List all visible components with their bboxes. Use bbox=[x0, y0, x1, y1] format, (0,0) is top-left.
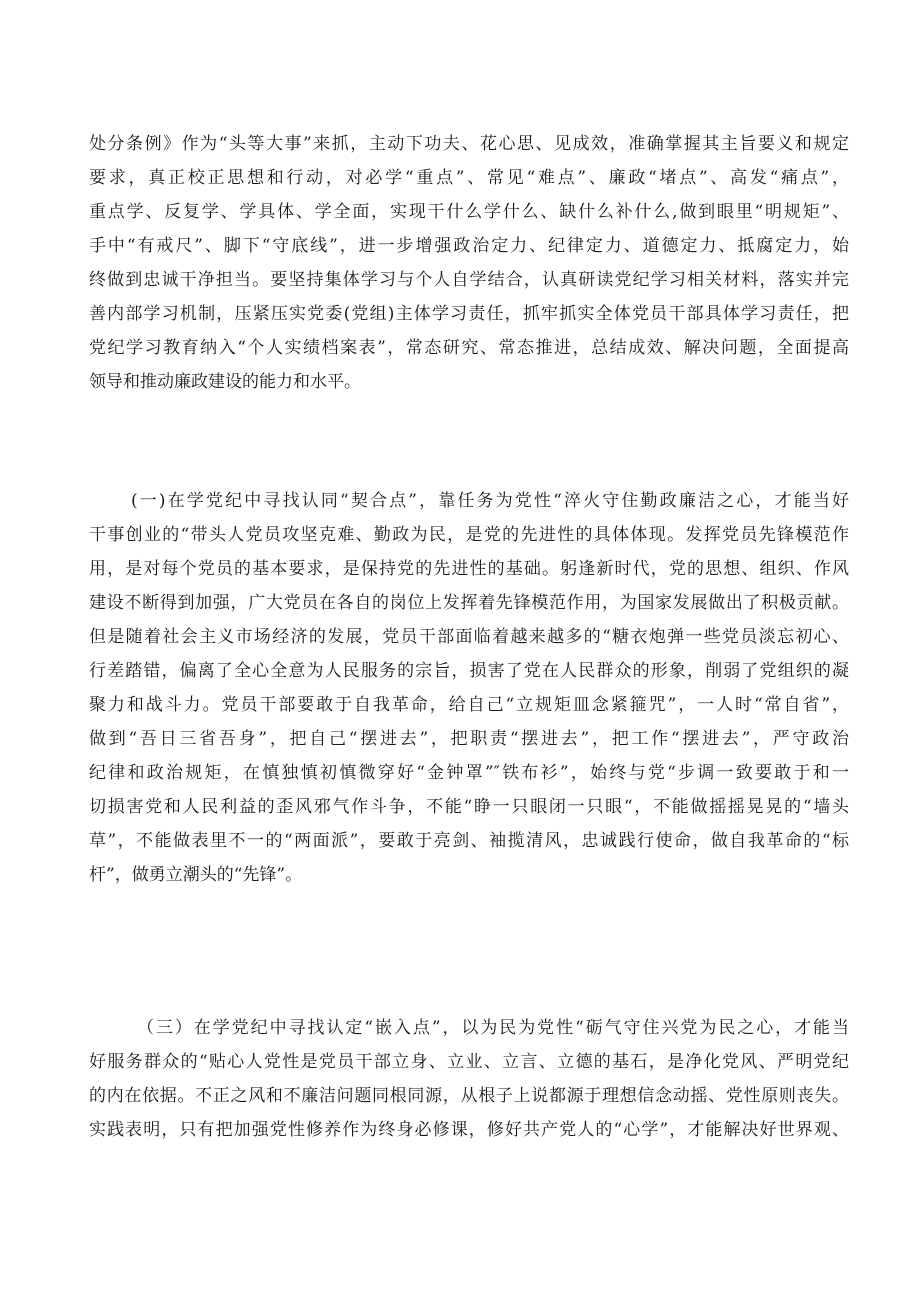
paragraph-section-three bbox=[89, 1011, 849, 1147]
text-line: 要求，真正校正思想和行动，对必学“重点”、常见“难点”、廉政“堵点”、高发“痛点”， bbox=[89, 168, 849, 188]
section-heading-line: （三）在学党纪中寻找认定“嵌入点”，以为民为党性“砺气守住兴党为民之心，才能当 bbox=[137, 1018, 849, 1038]
text-line: 做到“吾日三省吾身”，把自己“摆进去”，把职责“摆进去”，把工作“摆进去”，严守政治 bbox=[89, 729, 849, 749]
text-line: 但是随着社会主义市场经济的发展，党员干部面临着越来越多的“糖衣炮弹一些党员淡忘初心、 bbox=[89, 627, 849, 647]
text-line: 善内部学习机制，压紧压实党委(党组)主体学习责任，抓牢抓实全体党员干部具体学习责任，把 bbox=[89, 304, 849, 324]
text-line: 切损害党和人民利益的歪风邪气作斗争，不能“睁一只眼闭一只眼“，不能做摇摇晃晃的“墙头 bbox=[89, 797, 849, 817]
text-line: 手中“有戒尺”、脚下“守底线”，进一步增强政治定力、纪律定力、道德定力、抵腐定力，始 bbox=[89, 236, 849, 256]
text-line: 党纪学习教育纳入“个人实绩档案表”，常态研究、常态推进，总结成效、解决问题，全面提高 bbox=[89, 338, 849, 358]
text-line: 的内在依据。不正之风和不廉洁问题同根同源，从根子上说都源于理想信念动摇、党性原则丧失。 bbox=[89, 1086, 849, 1106]
text-line: 建设不断得到加强，广大党员在各自的岗位上发挥着先锋模范作用，为国家发展做出了积极贡献。 bbox=[89, 593, 849, 613]
paragraph-discipline-study bbox=[89, 127, 849, 399]
text-line: 行差踏错，偏离了全心全意为人民服务的宗旨，损害了党在人民群众的形象，削弱了党组织的凝 bbox=[89, 661, 849, 681]
text-line-last: 杆”，做勇立潮头的“先锋”。 bbox=[89, 865, 303, 885]
section-heading-line: (一)在学党纪中寻找认同“契合点”，靠任务为党性“淬火守住勤政廉洁之心，才能当好 bbox=[131, 491, 849, 511]
paragraph-section-one bbox=[89, 484, 849, 892]
text-line: 用，是对每个党员的基本要求，是保持党的先进性的基础。躬逢新时代，党的思想、组织、作风 bbox=[89, 559, 849, 579]
text-line: 处分条例》作为“头等大事”来抓，主动下功夫、花心思、见成效，准确掌握其主旨要义和规定 bbox=[89, 134, 849, 154]
text-line: 重点学、反复学、学具体、学全面，实现干什么学什么、缺什么补什么,做到眼里“明规矩”、 bbox=[89, 202, 849, 222]
text-line: 终做到忠诚干净担当。要坚持集体学习与个人自学结合，认真研读党纪学习相关材料，落实并完 bbox=[89, 270, 849, 290]
text-line: 聚力和战斗力。党员干部要敢于自我革命，给自己“立规矩皿念紧箍咒”，一人时“常自省”， bbox=[89, 695, 849, 715]
text-line: 草”，不能做表里不一的“两面派”，要敢于亮剑、袖揽清风，忠诚践行使命，做自我革命的“标 bbox=[89, 831, 849, 851]
text-line: 实践表明，只有把加强党性修养作为终身必修课，修好共产党人的“心学”，才能解决好世界观、 bbox=[89, 1120, 849, 1140]
text-line: 干事创业的“带头人党员攻坚克难、勤政为民，是党的先进性的具体体现。发挥党员先锋模范作 bbox=[89, 525, 849, 545]
text-line-last: 领导和推动廉政建设的能力和水平。 bbox=[89, 372, 361, 392]
text-line: 好服务群众的“贴心人党性是党员干部立身、立业、立言、立德的基石，是净化党风、严明党纪 bbox=[89, 1052, 849, 1072]
text-line: 纪律和政治规矩，在慎独慎初慎微穿好“金钟罩”″铁布衫”，始终与党“步调一致要敢于和一 bbox=[89, 763, 849, 783]
